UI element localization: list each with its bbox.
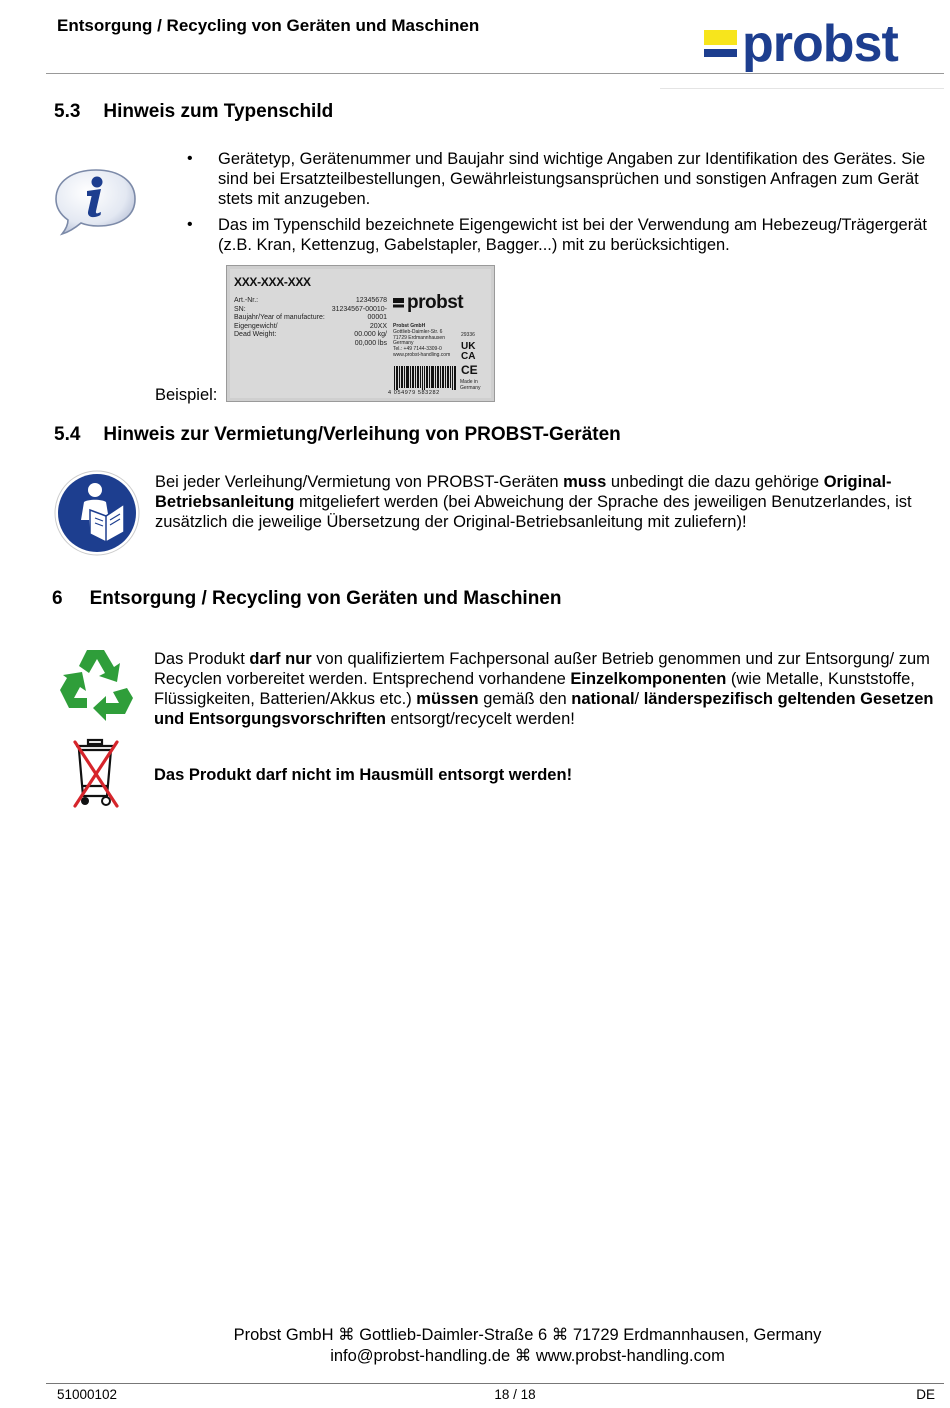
- page-number: 18 / 18: [494, 1387, 536, 1402]
- household-waste-warning: Das Produkt darf nicht im Hausmüll entsorgt werden!: [154, 766, 573, 784]
- ukca-mark: UK CA: [461, 341, 476, 362]
- document-number: 51000102: [57, 1387, 118, 1402]
- section-title: Entsorgung / Recycling von Geräten und Maschinen: [89, 588, 562, 609]
- plate-code: XXX-XXX-XXX: [234, 275, 311, 289]
- footer-contact-line: info@probst-handling.de ⌘ www.probst-handling.com: [330, 1347, 725, 1365]
- plate-logo-bars: [393, 298, 404, 308]
- example-label: Beispiel:: [155, 386, 218, 404]
- text-run-bold: Original-Betriebsanleitung: [155, 473, 892, 511]
- plate-label: Baujahr/Year of manufacture:: [234, 314, 325, 321]
- text-run: mitgeliefert werden (bei Abweichung der Sprache des jeweiligen Benutzerlandes, ist zusätzlich die jeweilige Übersetzung der Original-Betriebsanleitung mit zuliefern)!: [155, 493, 912, 531]
- plate-value: 00,000 lbs: [354, 339, 387, 347]
- plate-address-line: Germany: [393, 340, 414, 347]
- logo-blue-bar: [704, 49, 737, 57]
- plate-address-line: www.probst-handling.com: [393, 351, 451, 358]
- text-run-bold: muss: [563, 473, 607, 491]
- text-run-bold: müssen: [416, 690, 479, 708]
- header-divider-light: [660, 88, 944, 89]
- section-5-3-heading: [54, 101, 333, 123]
- typenschild-bullet-list: [185, 149, 940, 261]
- text-run: Bei jeder Verleihung/Vermietung von PROBST-Geräten: [155, 473, 564, 491]
- disposal-paragraph: [154, 649, 940, 729]
- plate-values: [319, 297, 387, 348]
- plate-value: 12345678: [355, 297, 387, 304]
- section-number: 5.4: [54, 424, 81, 445]
- text-run: von qualifiziertem Fachpersonal außer Betrieb genommen und zur Entsorgung/ zum Recyclen vorbereitet werden. Entsprechend vorhandene: [154, 650, 930, 688]
- plate-value: 00.000 kg/: [354, 331, 387, 338]
- plate-label: Eigengewicht/: [234, 322, 278, 330]
- text-run-bold: darf nur: [249, 650, 312, 668]
- plate-labels: [234, 297, 325, 340]
- section-title: Hinweis zum Typenschild: [103, 101, 334, 122]
- plate-label: SN:: [234, 305, 246, 313]
- text-run-bold: national: [571, 690, 635, 708]
- probst-logo: [704, 15, 936, 73]
- plate-zip: 29336: [461, 332, 475, 338]
- plate-made-in: Made in Germany: [460, 379, 481, 391]
- text-run-bold: Einzelkomponenten: [570, 670, 727, 688]
- language-code: DE: [916, 1387, 935, 1402]
- footer-address-line: Probst GmbH ⌘ Gottlieb-Daimler-Straße 6 ⌘ 71729 Erdmannhausen, Germany: [233, 1326, 822, 1344]
- plate-value: 20XX: [369, 322, 387, 330]
- plate-address: [393, 324, 450, 359]
- text-run: /: [634, 690, 644, 708]
- text-run: unbedingt die dazu gehörige: [606, 473, 824, 491]
- text-run: gemäß den: [478, 690, 572, 708]
- header-title: Entsorgung / Recycling von Geräten und Maschinen: [57, 16, 480, 35]
- barcode-number: 4 054979 583282: [388, 390, 440, 396]
- plate-address-line: Probst GmbH: [393, 323, 426, 329]
- section-title: Hinweis zur Vermietung/Verleihung von PROBST-Geräten: [103, 424, 621, 445]
- section-number: 6: [52, 588, 63, 609]
- plate-address-line: 71729 Erdmannhausen: [393, 334, 445, 341]
- text-run: (wie Metalle, Kunststoffe, Flüssigkeiten, Batterien/Akkus etc.): [154, 670, 915, 708]
- crossed-bin-icon: [70, 738, 122, 810]
- section-number: 5.3: [54, 101, 81, 122]
- text-run-bold: länderspezifisch geltenden Gesetzen und Entsorgungsvorschriften: [154, 690, 934, 728]
- plate-label: Dead Weight:: [234, 331, 277, 338]
- footer-address: [0, 1325, 950, 1367]
- plate-logo: probst: [407, 292, 464, 313]
- logo-yellow-bar: [704, 30, 737, 45]
- list-item: • Das im Typenschild bezeichnete Eigengewicht ist bei der Verwendung am Hebezeug/Trägergerät (z.B. Kran, Kettenzug, Gabelstapler, Bagger...) mit zu berücksichtigen.: [185, 215, 940, 255]
- barcode-image: [393, 366, 457, 392]
- text-run: entsorgt/recycelt werden!: [385, 710, 575, 728]
- plate-address-line: Gottlieb-Daimler-Str. 6: [393, 328, 443, 335]
- header-divider: [46, 73, 944, 74]
- recycling-icon: [57, 646, 135, 722]
- info-icon: [53, 166, 139, 238]
- footer-divider: [46, 1383, 944, 1384]
- rental-paragraph: [155, 472, 940, 532]
- plate-label: Art.-Nr.:: [234, 297, 259, 304]
- plate-value: 31234567-00010-00001: [331, 305, 387, 321]
- list-item: • Gerätetyp, Gerätenummer und Baujahr sind wichtige Angaben zur Identifikation des Gerätes. Sie sind bei Ersatzteilbestellungen, Gewährleistungsansprüchen und sonstigen Anfragen zum Gerät stets mit anzugeben.: [185, 149, 940, 209]
- read-manual-icon: [54, 470, 140, 556]
- section-5-4-heading: [54, 424, 621, 446]
- text-run: Das Produkt: [154, 650, 250, 668]
- type-plate-image: [226, 265, 495, 402]
- plate-address-line: Tel.: +49 7144-3309-0: [393, 346, 442, 353]
- ce-mark: CE: [461, 363, 478, 377]
- section-6-heading: [52, 588, 561, 610]
- logo-text: probst: [742, 15, 898, 73]
